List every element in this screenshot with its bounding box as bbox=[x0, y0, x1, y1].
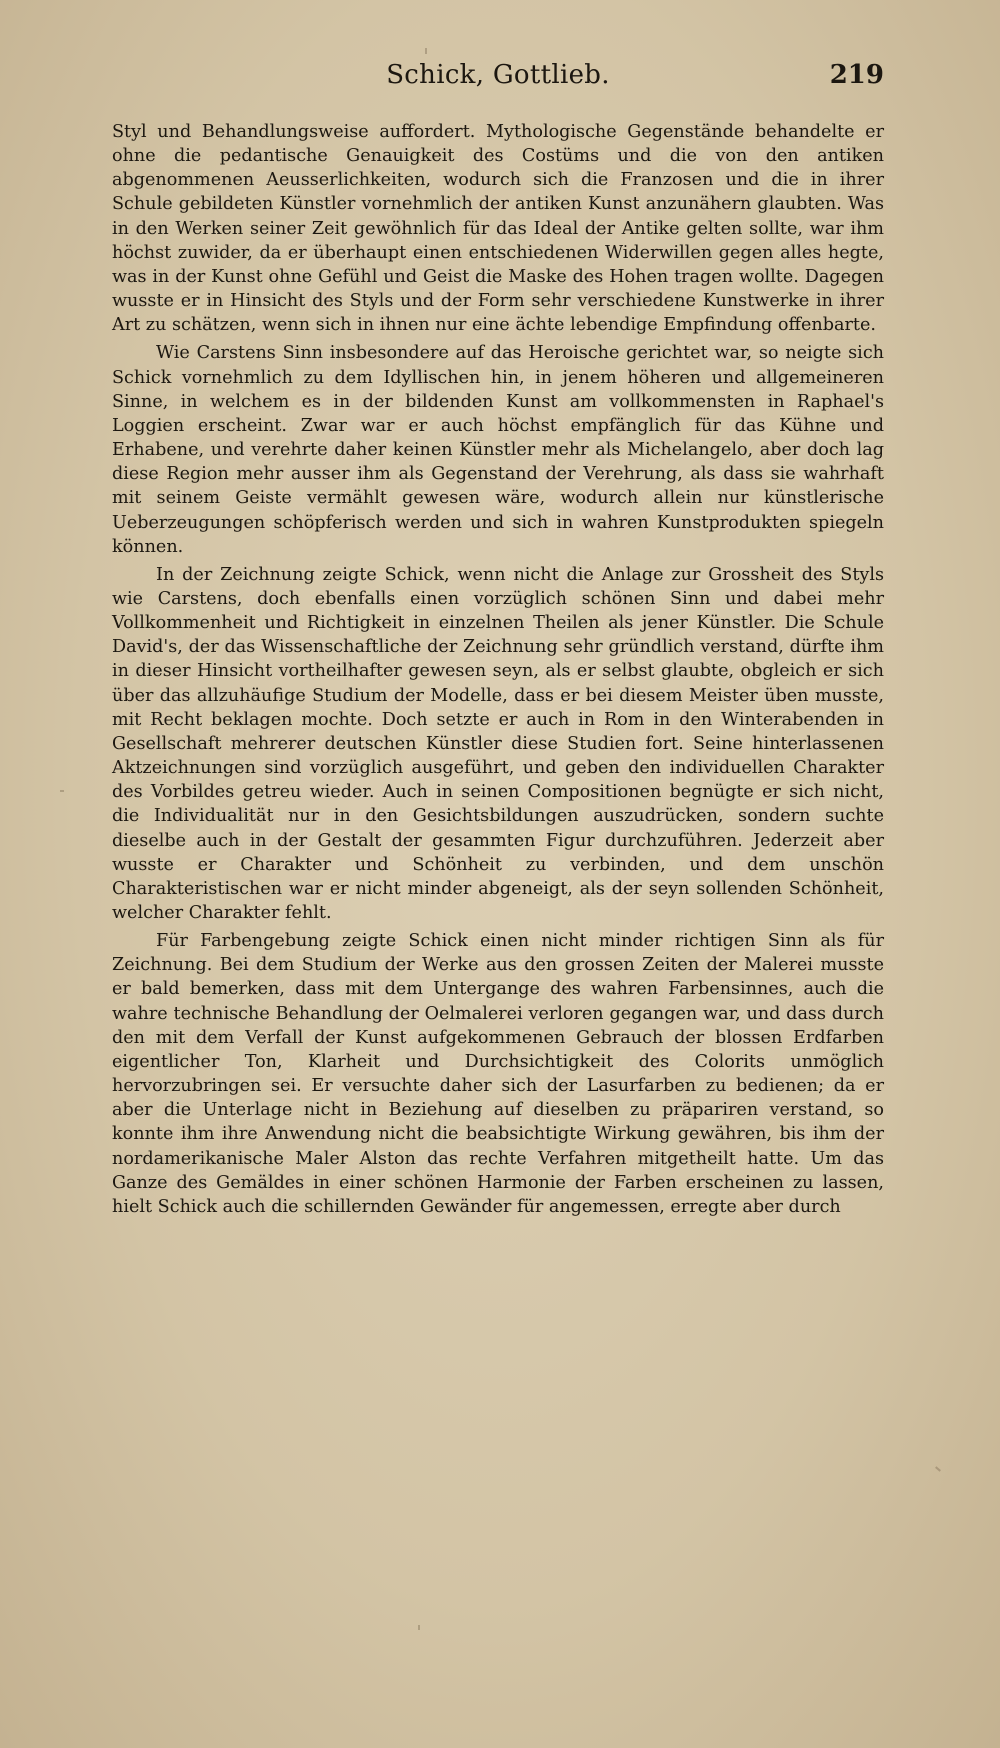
paper-speck bbox=[60, 790, 64, 792]
paper-speck bbox=[935, 1466, 941, 1471]
paragraph-4: Für Farbengebung zeigte Schick einen nicht minder richtigen Sinn als für Zeichnung. Bei dem Studium der Werke aus den grossen Zeiten der Malerei musste er bald bemerken, dass mit dem Untergange des wahren Farbensinnes, auch die wahre technische Behandlung der Oelmalerei verloren gegangen war, und dass durch den mit dem Verfall der Kunst aufgekommenen Gebrauch der blossen Erdfarben eigentlicher Ton, Klarheit und Durchsichtigkeit des Colorits unmöglich hervorzubringen sei. Er versuchte daher sich der Lasurfarben zu bedienen; da er aber die Unterlage nicht in Beziehung auf dieselben zu präpariren verstand, so konnte ihm ihre Anwendung nicht die beabsichtigte Wirkung gewähren, bis ihm der nordamerikanische Maler Alston das rechte Verfahren mitgetheilt hatte. Um das Ganze des Gemäldes in einer schönen Harmonie der Farben erscheinen zu lassen, hielt Schick auch die schillernden Gewänder für angemessen, erregte aber durch bbox=[112, 931, 884, 1217]
page-number: 219 bbox=[829, 60, 884, 90]
paragraph-1: Styl und Behandlungsweise auffordert. Mythologische Gegenstände behandelte er ohne die pedantische Genauigkeit des Costüms und die von den antiken abgenommenen Aeusserlichkeiten, wodurch sich die Franzosen und die in ihrer Schule gebildeten Künstler vornehmlich der antiken Kunst anzunähern glaubten. Was in den Werken seiner Zeit gewöhnlich für das Ideal der Antike gelten sollte, war ihm höchst zuwider, da er überhaupt einen entschiedenen Widerwillen gegen alles hegte, was in der Kunst ohne Gefühl und Geist die Maske des Hohen tragen wollte. Dagegen wusste er in Hinsicht des Styls und der Form sehr verschiedene Kunstwerke in ihrer Art zu schätzen, wenn sich in ihnen nur eine ächte lebendige Empfindung offenbarte. bbox=[112, 122, 884, 336]
running-head: Schick, Gottlieb. bbox=[386, 60, 610, 90]
paper-speck bbox=[418, 1625, 420, 1630]
page-header bbox=[112, 60, 884, 100]
paragraph-2: Wie Carstens Sinn insbesondere auf das Heroische gerichtet war, so neigte sich Schick vornehmlich zu dem Idyllischen hin, in jenem höheren und allgemeineren Sinne, in welchem es in der bildenden Kunst am vollkommensten in Raphael's Loggien erscheint. Zwar war er auch höchst empfänglich für das Kühne und Erhabene, und verehrte daher keinen Künstler mehr als Michelangelo, aber doch lag diese Region mehr ausser ihm als Gegenstand der Verehrung, als dass sie wahrhaft mit seinem Geiste vermählt gewesen wäre, wodurch allein nur künstlerische Ueberzeugungen schöpferisch werden und sich in wahren Kunstprodukten spiegeln können. bbox=[112, 343, 884, 557]
body-text bbox=[112, 120, 884, 1219]
paper-speck bbox=[425, 48, 427, 54]
paragraph-3: In der Zeichnung zeigte Schick, wenn nicht die Anlage zur Grossheit des Styls wie Carstens, doch ebenfalls einen vorzüglich schönen Sinn und dabei mehr Vollkommenheit und Richtigkeit in einzelnen Theilen als jener Künstler. Die Schule David's, der das Wissenschaftliche der Zeichnung sehr gründlich verstand, dürfte ihm in dieser Hinsicht vortheilhafter gewesen seyn, als er selbst glaubte, obgleich er sich über das allzuhäufige Studium der Modelle, dass er bei diesem Meister üben musste, mit Recht beklagen mochte. Doch setzte er auch in Rom in den Winterabenden in Gesellschaft mehrerer deutschen Künstler diese Studien fort. Seine hinterlassenen Aktzeichnungen sind vorzüglich ausgeführt, und geben den individuellen Charakter des Vorbildes getreu wieder. Auch in seinen Compositionen begnügte er sich nicht, die Individualität nur in den Gesichtsbildungen auszudrücken, sondern suchte dieselbe auch in der Gestalt der gesammten Figur durchzuführen. Jederzeit aber wusste er Charakter und Schönheit zu verbinden, und dem unschön Charakteristischen war er nicht minder abgeneigt, als der seyn sollenden Schönheit, welcher Charakter fehlt. bbox=[112, 564, 884, 923]
